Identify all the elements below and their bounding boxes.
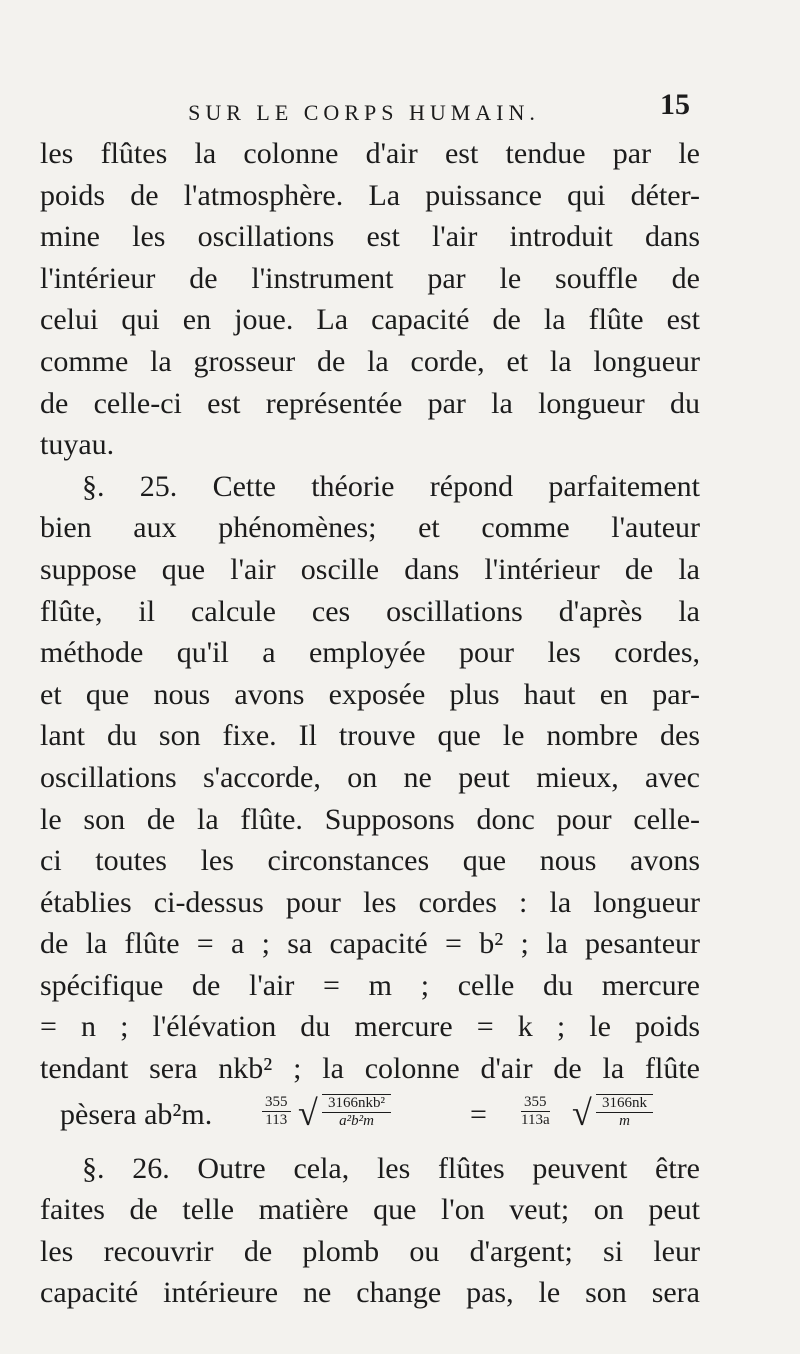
fraction-denominator: 113a	[521, 1111, 550, 1128]
radicand-denominator: a²b²m	[339, 1112, 374, 1129]
text-line: le son de la flûte. Supposons donc pour celle-	[40, 802, 700, 836]
text-line: comme la grosseur de la corde, et la longueur	[40, 344, 700, 378]
radicand-numerator: 3166nkb²	[322, 1095, 391, 1113]
text-line: de celle-ci est représentée par la longueur du	[40, 386, 700, 420]
text-line: faites de telle matière que l'on veut; on peut	[40, 1193, 700, 1227]
text-line: l'intérieur de l'instrument par le souffle de	[40, 261, 700, 295]
text-line: mine les oscillations est l'air introduit dans	[40, 220, 700, 254]
text-line: §. 25. Cette théorie répond parfaitement	[82, 469, 700, 503]
formula-line	[40, 1090, 700, 1148]
text-line: §. 26. Outre cela, les flûtes peuvent être	[82, 1151, 700, 1185]
square-root-sign: √	[298, 1092, 318, 1133]
text-line: suppose que l'air oscille dans l'intérieur de la	[40, 552, 700, 586]
fraction-numerator: 355	[521, 1094, 550, 1112]
text-line: spécifique de l'air = m ; celle du mercure	[40, 968, 700, 1002]
text-line: capacité intérieure ne change pas, le son sera	[40, 1276, 700, 1310]
radicand-numerator: 3166nk	[596, 1095, 653, 1113]
text-line: établies ci-dessus pour les cordes : la longueur	[40, 885, 700, 919]
text-line: tendant sera nkb² ; la colonne d'air de la flûte	[40, 1052, 700, 1086]
text-line: les flûtes la colonne d'air est tendue par le	[40, 137, 700, 170]
text-line: poids de l'atmosphère. La puissance qui déter-	[40, 178, 700, 212]
text-line: de la flûte = a ; sa capacité = b² ; la pesanteur	[40, 927, 700, 961]
body-text	[40, 133, 700, 1314]
formula-lead: pèsera ab²m.	[60, 1097, 213, 1131]
fraction-355-113a	[518, 1094, 553, 1129]
text-line: les recouvrir de plomb ou d'argent; si leur	[40, 1234, 700, 1268]
text-line: lant du son fixe. Il trouve que le nombre des	[40, 719, 700, 753]
text-line: bien aux phénomènes; et comme l'auteur	[40, 511, 700, 545]
running-title: SUR LE CORPS HUMAIN.	[188, 100, 540, 125]
text-line: celui qui en joue. La capacité de la flûte est	[40, 303, 700, 337]
text-line: oscillations s'accorde, on ne peut mieux, avec	[40, 760, 700, 794]
text-line: flûte, il calcule ces oscillations d'après la	[40, 594, 700, 628]
text-line: tuyau.	[40, 428, 115, 462]
radicand-2	[596, 1094, 653, 1130]
fraction-numerator: 355	[262, 1094, 291, 1112]
paragraph-lines	[40, 1148, 700, 1314]
page-number: 15	[660, 88, 690, 121]
square-root-sign: √	[572, 1092, 592, 1133]
text-line: ci toutes les circonstances que nous avons	[40, 844, 700, 878]
text-line: méthode qu'il a employée pour les cordes,	[40, 636, 700, 670]
radicand-denominator: m	[619, 1112, 630, 1129]
fraction-355-113	[262, 1094, 291, 1129]
equals-sign: =	[470, 1097, 487, 1131]
fraction-denominator: 113	[265, 1111, 288, 1128]
text-line: et que nous avons exposée plus haut en par-	[40, 677, 700, 711]
radicand-1	[322, 1094, 391, 1130]
paragraph-lines	[40, 133, 700, 1090]
text-line: = n ; l'élévation du mercure = k ; le poids	[40, 1010, 700, 1044]
